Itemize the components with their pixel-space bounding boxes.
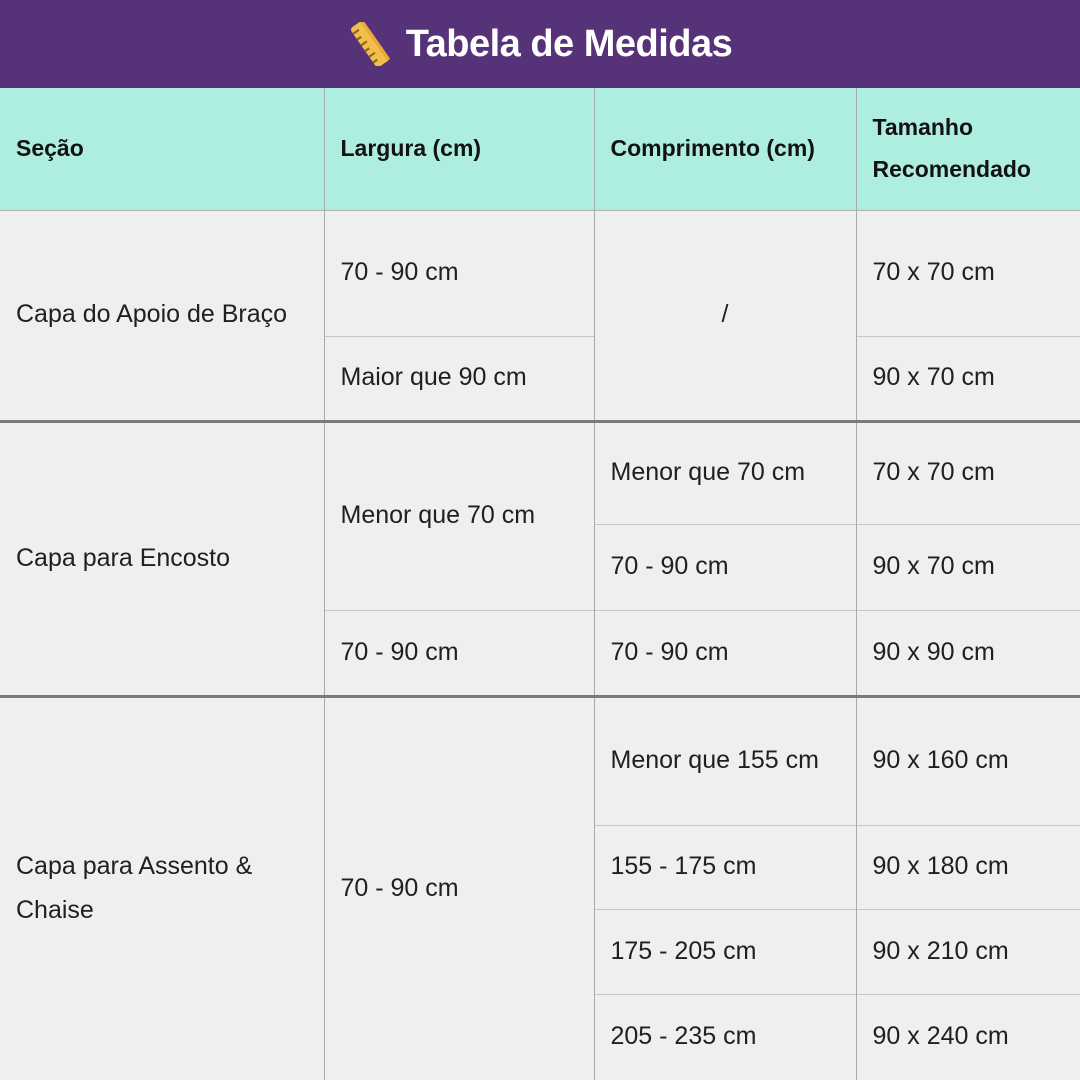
- cell-largura: 70 - 90 cm: [324, 696, 594, 1080]
- cell-tamanho: 90 x 70 cm: [856, 524, 1080, 610]
- cell-tamanho: 70 x 70 cm: [856, 210, 1080, 336]
- cell-tamanho: 90 x 90 cm: [856, 610, 1080, 696]
- cell-comprimento: 155 - 175 cm: [594, 825, 856, 909]
- cell-tamanho: 90 x 160 cm: [856, 696, 1080, 825]
- table-row: [0, 421, 1080, 524]
- cell-comprimento: 175 - 205 cm: [594, 909, 856, 994]
- column-header-comprimento: Comprimento (cm): [594, 88, 856, 210]
- cell-tamanho: 90 x 70 cm: [856, 336, 1080, 421]
- cell-largura: Menor que 70 cm: [324, 421, 594, 610]
- cell-section: Capa para Assento & Chaise: [0, 696, 324, 1080]
- page-title: Tabela de Medidas: [405, 22, 733, 65]
- column-header-largura: Largura (cm): [324, 88, 594, 210]
- table-row: [0, 210, 1080, 336]
- cell-largura: 70 - 90 cm: [324, 210, 594, 336]
- cell-largura: Maior que 90 cm: [324, 336, 594, 421]
- cell-largura: 70 - 90 cm: [324, 610, 594, 696]
- cell-comprimento: /: [594, 210, 856, 421]
- cell-section: Capa para Encosto: [0, 421, 324, 696]
- cell-comprimento: Menor que 155 cm: [594, 696, 856, 825]
- cell-tamanho: 90 x 180 cm: [856, 825, 1080, 909]
- cell-section: Capa do Apoio de Braço: [0, 210, 324, 421]
- cell-comprimento: 205 - 235 cm: [594, 994, 856, 1080]
- cell-tamanho: 70 x 70 cm: [856, 421, 1080, 524]
- ruler-icon: [348, 22, 392, 66]
- table-row: [0, 696, 1080, 825]
- measurements-table: [0, 88, 1080, 1080]
- cell-comprimento: 70 - 90 cm: [594, 524, 856, 610]
- cell-tamanho: 90 x 210 cm: [856, 909, 1080, 994]
- cell-comprimento: 70 - 90 cm: [594, 610, 856, 696]
- column-header-secao: Seção: [0, 88, 324, 210]
- cell-tamanho: 90 x 240 cm: [856, 994, 1080, 1080]
- column-header-tamanho: Tamanho Recomendado: [856, 88, 1080, 210]
- cell-comprimento: Menor que 70 cm: [594, 421, 856, 524]
- header-row: [0, 88, 1080, 210]
- title-banner: [0, 0, 1080, 88]
